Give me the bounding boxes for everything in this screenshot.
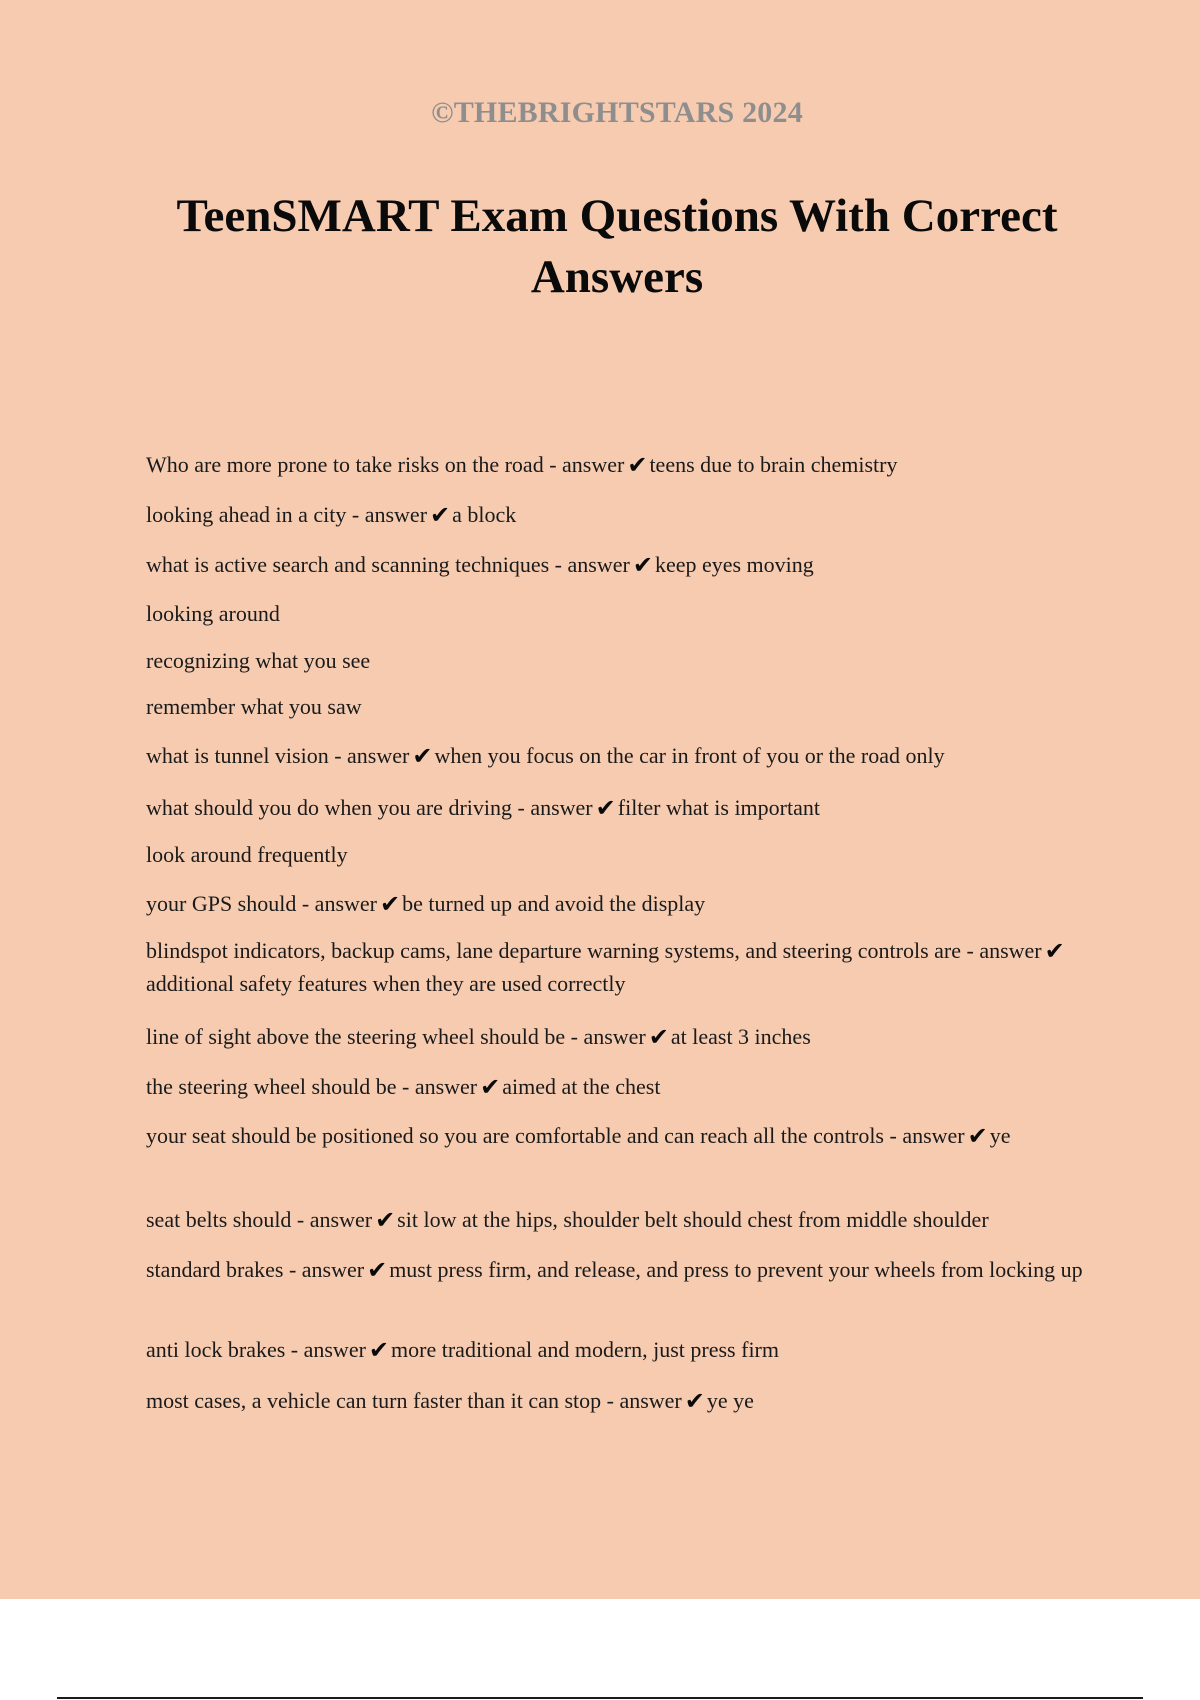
qa-item [146,887,1086,920]
question-text: your GPS should - answer [146,891,377,916]
qa-item [146,1020,1086,1053]
question-text: line of sight above the steering wheel should be - answer [146,1024,646,1049]
qa-item [146,1203,1086,1236]
answer-text: ye [989,1123,1011,1148]
question-text: what is active search and scanning techniques - answer [146,552,630,577]
item-text: remember what you saw [146,694,362,719]
answer-text: when you focus on the car in front of you or the road only [434,743,945,768]
question-text: the steering wheel should be - answer [146,1074,478,1099]
footer-divider [57,1697,1143,1699]
check-icon: ✔ [595,794,616,822]
question-text: Who are more prone to take risks on the road - answer [146,452,625,477]
item-text: look around frequently [146,842,348,867]
check-icon: ✔ [632,551,653,579]
answer-text: more traditional and modern, just press firm [391,1337,779,1362]
answer-text: must press firm, and release, and press to prevent your wheels from locking up [389,1257,1083,1282]
list-item [146,597,1086,630]
question-text: blindspot indicators, backup cams, lane departure warning systems, and steering controls are - answer [146,938,1042,963]
qa-item [146,791,1086,824]
answer-text: filter what is important [617,795,820,820]
page-title: TeenSMART Exam Questions With Correct Answers [176,190,1058,303]
qa-item [146,498,1086,531]
qa-item [146,1333,1086,1366]
item-text: looking around [146,601,280,626]
qa-item [146,934,1086,1000]
qa-item [146,1384,1086,1417]
check-icon: ✔ [627,451,648,479]
copyright-header: ©THEBRIGHTSTARS 2024 [431,96,803,129]
answer-text: at least 3 inches [670,1024,811,1049]
question-text: your seat should be positioned so you are comfortable and can reach all the controls - answer [146,1123,965,1148]
answer-text: ye ye [706,1388,754,1413]
question-text: most cases, a vehicle can turn faster than it can stop - answer [146,1388,682,1413]
item-text: recognizing what you see [146,648,371,673]
question-text: standard brakes - answer [146,1257,365,1282]
qa-item [146,448,1086,481]
question-text: what is tunnel vision - answer [146,743,410,768]
check-icon: ✔ [430,501,451,529]
answer-text: be turned up and avoid the display [402,891,706,916]
answer-text: a block [452,502,517,527]
qa-item [146,1070,1086,1103]
list-item [146,838,1086,871]
check-icon: ✔ [380,890,401,918]
qa-item [146,1119,1086,1152]
qa-item [146,739,1086,772]
answer-text: additional safety features when they are used correctly [146,971,626,996]
check-icon: ✔ [648,1023,669,1051]
check-icon: ✔ [367,1256,388,1284]
check-icon: ✔ [480,1073,501,1101]
check-icon: ✔ [412,742,433,770]
qa-item [146,548,1086,581]
check-icon: ✔ [967,1122,988,1150]
question-text: looking ahead in a city - answer [146,502,428,527]
answer-text: sit low at the hips, shoulder belt should chest from middle shoulder [397,1207,989,1232]
question-text: what should you do when you are driving - answer [146,795,593,820]
check-icon: ✔ [1044,937,1065,965]
answer-text: keep eyes moving [654,552,814,577]
answer-text: teens due to brain chemistry [649,452,898,477]
check-icon: ✔ [368,1336,390,1364]
check-icon: ✔ [684,1387,705,1415]
qa-item [146,1253,1086,1286]
question-text: seat belts should - answer [146,1207,373,1232]
list-item [146,690,1086,723]
list-item [146,644,1086,677]
answer-text: aimed at the chest [502,1074,661,1099]
question-text: anti lock brakes - answer [146,1337,366,1362]
check-icon: ✔ [375,1206,396,1234]
